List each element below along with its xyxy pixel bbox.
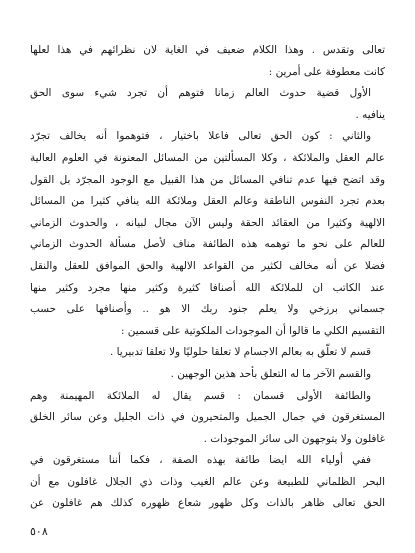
text-line: عند الكاتب ان للملائكة الله أصنافا كثيرة وكثير منها مجرد وكثير منها [30,281,385,294]
text-line: المستغرقون في جمال الجميل والمتحيرون في ذات الجليل وعن سائر الخلق [30,411,385,424]
text-line: فضلا عن أنه مخالف لكثير من القواعد الالهية والحق الموافق للعقل والنقل [30,259,385,272]
text-line: ينافيه . [355,108,385,121]
text-line: للعالم على نحو ما توهمه هذه الطائفة مناف لأصل مسألة الحدوث الزماني [30,238,385,251]
text-line: كانت معطوفة على أمرين : [268,65,385,78]
text-line: الالهية وكثيرا من العقائد الحقة وليس الآن مجال لبيانه ، والحدوث الزماني [30,216,385,229]
text-line: والثاني : كون الحق تعالى فاعلا باختيار ، فتوهموا أنه يخالف تجرّد [30,130,371,143]
text-line: جسماني برزخي ولا يعلم جنود ربك الا هو .. وأصنافها على حسب [30,303,385,316]
text-line: الحق تعالى ظاهر بالذات وكل ظهور شعاع ظهوره كذلك هم غافلون عن [30,497,385,510]
text-line: التقسيم الكلي ما قالوا أن الموجودات الملكوتية على قسمين : [121,324,385,337]
page-body [30,40,385,510]
text-line: والطائفة الأولى قسمان : قسم يقال له الملائكة المهيمنة وهم [30,389,371,402]
text-line: الأول قضية حدوث العالم زمانا فتوهم أن تجرد شيء سوى الحق [30,87,371,100]
text-line: بعدم تجرد النفوس الناطقة وعالم العقل وملائكة الله ينافي كثيرا من المسائل [30,195,385,208]
text-line: والقسم الآخر ما له التعلق بأحد هذين الوجهين . [170,367,371,380]
text-line: البحر الظلماني للطبيعة وعن عالم الغيب وذات ذي الجلال غافلون مع أن [30,475,385,488]
text-line: غافلون ولا يتوجهون الى سائر الموجودات . [203,432,385,445]
page-number: ٥٠٨ [30,525,48,538]
text-line: عالم العقل والملائكة ، وكلا المسألتين من المسائل المعنونة في العلوم العالية [30,151,385,164]
text-line: وقد اتضح فيها عدم تنافي المسائل من هذا القبيل مع الوجود المجرّد بل القول [30,173,385,186]
text-line: قسم لا تعلّق به بعالم الاجسام لا تعلقا حلوليًا ولا تعلقا تدبيريا . [109,346,371,359]
text-line: ففي أولياء الله ايضا طائفة بهذه الصفة ، فكما أننا مستغرقون في [30,454,371,467]
text-line: تعالى وتقدس . وهذا الكلام ضعيف في الغاية لان نظرائهم في هذا لعلها [30,44,385,56]
